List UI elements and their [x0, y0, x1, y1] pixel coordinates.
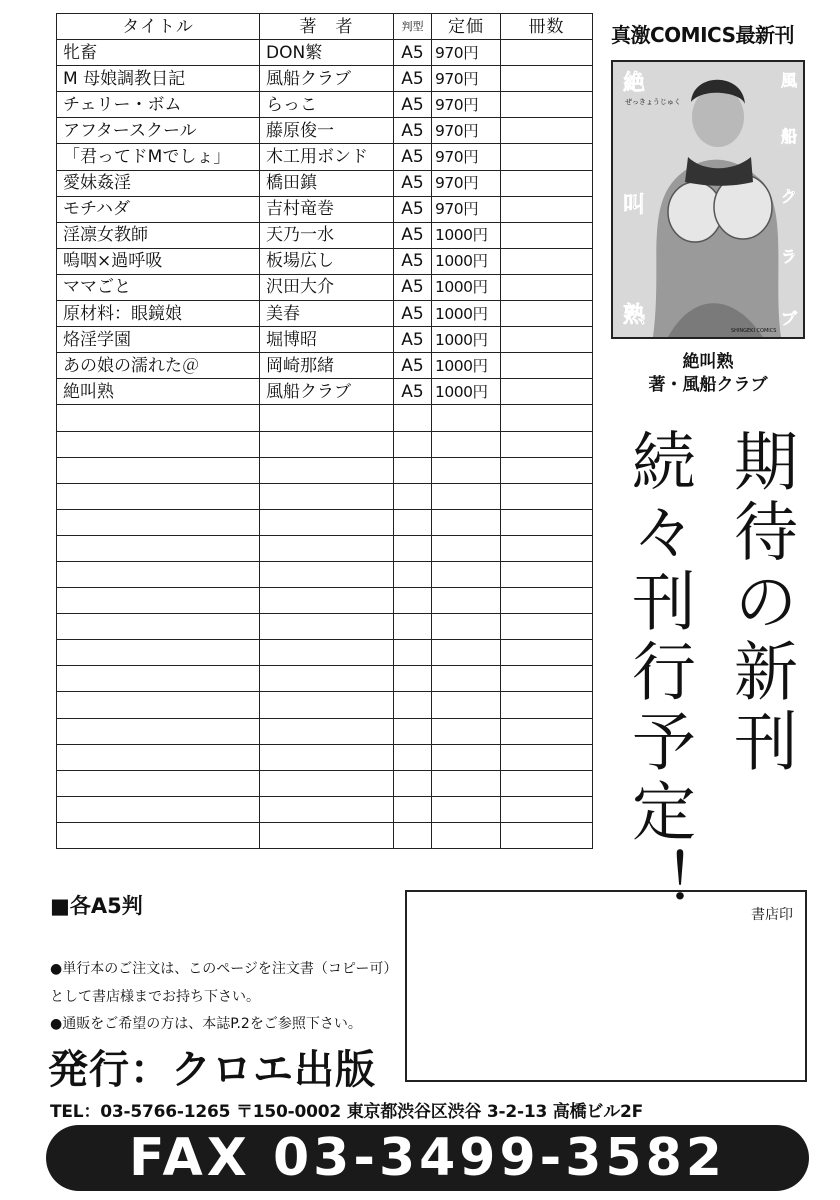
blank-quantity-cell[interactable] — [501, 822, 593, 848]
empty-order-row[interactable] — [57, 614, 593, 640]
blank-format-cell[interactable] — [394, 561, 432, 587]
blank-quantity-cell[interactable] — [501, 561, 593, 587]
cover-title-char-2: 叫 — [623, 192, 646, 218]
blank-title-cell[interactable] — [57, 483, 260, 509]
cover-image — [611, 60, 805, 339]
row-price: 1000円 — [432, 274, 501, 300]
blank-format-cell[interactable] — [394, 405, 432, 431]
empty-order-row[interactable] — [57, 431, 593, 457]
row-author: らっこ — [260, 92, 394, 118]
row-price: 970円 — [432, 40, 501, 66]
blank-author-cell[interactable] — [260, 718, 394, 744]
blank-price-cell[interactable] — [432, 614, 501, 640]
blank-format-cell[interactable] — [394, 535, 432, 561]
row-price: 1000円 — [432, 353, 501, 379]
blank-format-cell[interactable] — [394, 483, 432, 509]
blank-title-cell[interactable] — [57, 692, 260, 718]
cover-imprint: SHINGEKI COMICS — [731, 328, 777, 334]
row-format: A5 — [394, 274, 432, 300]
empty-order-row[interactable] — [57, 692, 593, 718]
blank-quantity-cell[interactable] — [501, 588, 593, 614]
row-quantity[interactable] — [501, 379, 593, 405]
header-author: 著 者 — [260, 14, 394, 40]
blank-quantity-cell[interactable] — [501, 457, 593, 483]
row-author: 風船クラブ — [260, 379, 394, 405]
row-title: あの娘の濡れた＠ — [57, 353, 260, 379]
cover-illustration — [613, 62, 803, 337]
blank-price-cell[interactable] — [432, 561, 501, 587]
row-quantity[interactable] — [501, 196, 593, 222]
empty-order-row[interactable] — [57, 666, 593, 692]
blank-format-cell[interactable] — [394, 457, 432, 483]
row-author: 岡崎那緒 — [260, 353, 394, 379]
blank-author-cell[interactable] — [260, 405, 394, 431]
blank-title-cell[interactable] — [57, 796, 260, 822]
blank-price-cell[interactable] — [432, 483, 501, 509]
empty-order-row[interactable] — [57, 822, 593, 848]
row-format: A5 — [394, 353, 432, 379]
row-price: 1000円 — [432, 248, 501, 274]
row-title: 嗚咽×過呼吸 — [57, 248, 260, 274]
blank-title-cell[interactable] — [57, 770, 260, 796]
empty-order-row[interactable] — [57, 457, 593, 483]
row-quantity[interactable] — [501, 170, 593, 196]
empty-order-row[interactable] — [57, 561, 593, 587]
row-author: 橋田鎮 — [260, 170, 394, 196]
row-author: 板場広し — [260, 248, 394, 274]
row-title: 愛妹姦淫 — [57, 170, 260, 196]
row-author: 風船クラブ — [260, 66, 394, 92]
row-quantity[interactable] — [501, 274, 593, 300]
table-row — [57, 118, 593, 144]
order-note-1: ●単行本のご注文は、このページを注文書（コピー可） — [50, 961, 398, 977]
row-quantity[interactable] — [501, 248, 593, 274]
blank-author-cell[interactable] — [260, 692, 394, 718]
cover-ruby: ぜっきょうじゅく — [625, 98, 681, 106]
cover-title-char-1: 絶 — [623, 70, 646, 96]
table-row — [57, 66, 593, 92]
header-quantity: 冊数 — [501, 14, 593, 40]
blank-format-cell[interactable] — [394, 588, 432, 614]
blank-quantity-cell[interactable] — [501, 431, 593, 457]
row-quantity[interactable] — [501, 40, 593, 66]
blank-quantity-cell[interactable] — [501, 614, 593, 640]
fax-banner — [46, 1125, 809, 1191]
row-title: 原材料：眼鏡娘 — [57, 301, 260, 327]
row-price: 1000円 — [432, 301, 501, 327]
featured-title: 絶叫熟 — [682, 352, 734, 372]
table-row — [57, 379, 593, 405]
row-format: A5 — [394, 301, 432, 327]
blank-format-cell[interactable] — [394, 614, 432, 640]
row-price: 970円 — [432, 144, 501, 170]
blank-quantity-cell[interactable] — [501, 744, 593, 770]
row-title: 烙淫学園 — [57, 327, 260, 353]
blank-format-cell[interactable] — [394, 796, 432, 822]
blank-title-cell[interactable] — [57, 431, 260, 457]
order-table-header — [57, 14, 593, 40]
row-author: 堀博昭 — [260, 327, 394, 353]
blank-author-cell[interactable] — [260, 796, 394, 822]
blank-price-cell[interactable] — [432, 535, 501, 561]
blank-format-cell[interactable] — [394, 770, 432, 796]
blank-price-cell[interactable] — [432, 457, 501, 483]
blank-quantity-cell[interactable] — [501, 692, 593, 718]
blank-price-cell[interactable] — [432, 796, 501, 822]
row-price: 1000円 — [432, 327, 501, 353]
header-format: 判型 — [394, 14, 432, 40]
blank-quantity-cell[interactable] — [501, 535, 593, 561]
blank-price-cell[interactable] — [432, 666, 501, 692]
row-title: モチハダ — [57, 196, 260, 222]
blank-format-cell[interactable] — [394, 666, 432, 692]
blank-title-cell[interactable] — [57, 744, 260, 770]
row-title: ママごと — [57, 274, 260, 300]
blank-author-cell[interactable] — [260, 614, 394, 640]
order-table-body — [57, 40, 593, 849]
row-quantity[interactable] — [501, 118, 593, 144]
blank-title-cell[interactable] — [57, 405, 260, 431]
row-quantity[interactable] — [501, 144, 593, 170]
header-price: 定価 — [432, 14, 501, 40]
blank-title-cell[interactable] — [57, 509, 260, 535]
row-title: チェリー・ボム — [57, 92, 260, 118]
row-price: 970円 — [432, 92, 501, 118]
size-label: ■各A5判 — [50, 894, 143, 918]
blank-title-cell[interactable] — [57, 640, 260, 666]
row-price: 970円 — [432, 170, 501, 196]
featured-author: 著・風船クラブ — [648, 375, 768, 395]
row-author: 藤原俊一 — [260, 118, 394, 144]
blank-title-cell[interactable] — [57, 535, 260, 561]
blank-author-cell[interactable] — [260, 640, 394, 666]
row-format: A5 — [394, 66, 432, 92]
blank-author-cell[interactable] — [260, 509, 394, 535]
blank-title-cell[interactable] — [57, 666, 260, 692]
row-author: 天乃一水 — [260, 222, 394, 248]
blank-title-cell[interactable] — [57, 822, 260, 848]
blank-quantity-cell[interactable] — [501, 483, 593, 509]
blank-price-cell[interactable] — [432, 718, 501, 744]
blank-title-cell[interactable] — [57, 457, 260, 483]
row-quantity[interactable] — [501, 353, 593, 379]
row-author: 吉村竜巻 — [260, 196, 394, 222]
empty-order-row[interactable] — [57, 405, 593, 431]
table-row — [57, 353, 593, 379]
blank-price-cell[interactable] — [432, 692, 501, 718]
row-format: A5 — [394, 92, 432, 118]
row-format: A5 — [394, 379, 432, 405]
blank-title-cell[interactable] — [57, 718, 260, 744]
empty-order-row[interactable] — [57, 796, 593, 822]
table-row — [57, 40, 593, 66]
blank-author-cell[interactable] — [260, 535, 394, 561]
order-table — [56, 13, 593, 849]
empty-order-row[interactable] — [57, 640, 593, 666]
blank-author-cell[interactable] — [260, 457, 394, 483]
blank-format-cell[interactable] — [394, 744, 432, 770]
blank-quantity-cell[interactable] — [501, 796, 593, 822]
empty-order-row[interactable] — [57, 509, 593, 535]
order-note-2: として書店様までお持ち下さい。 — [50, 989, 260, 1005]
blank-price-cell[interactable] — [432, 640, 501, 666]
publisher-address: TEL：03-5766-1265 〒150-0002 東京都渋谷区渋谷 3-2-13 高橋ビル2F — [50, 1102, 644, 1122]
blank-title-cell[interactable] — [57, 588, 260, 614]
stamp-label: 書店印 — [751, 907, 793, 923]
empty-order-row[interactable] — [57, 535, 593, 561]
row-format: A5 — [394, 327, 432, 353]
blank-format-cell[interactable] — [394, 431, 432, 457]
slogan-line-1: 期待の新刊 — [723, 428, 797, 778]
bookstore-stamp-box — [405, 890, 807, 1082]
row-title: M 母娘調教日記 — [57, 66, 260, 92]
cover-author-char-1: 風 — [781, 71, 798, 90]
blank-price-cell[interactable] — [432, 822, 501, 848]
row-price: 970円 — [432, 118, 501, 144]
row-price: 970円 — [432, 196, 501, 222]
row-price: 1000円 — [432, 379, 501, 405]
blank-quantity-cell[interactable] — [501, 666, 593, 692]
fax-number: FAX 03-3499-3582 — [129, 1128, 726, 1188]
row-format: A5 — [394, 196, 432, 222]
row-format: A5 — [394, 170, 432, 196]
slogan-line-2: 続々刊行予定！ — [621, 428, 695, 918]
blank-author-cell[interactable] — [260, 483, 394, 509]
row-title: 牝畜 — [57, 40, 260, 66]
row-author: 美春 — [260, 301, 394, 327]
row-title: 絶叫熟 — [57, 379, 260, 405]
blank-author-cell[interactable] — [260, 561, 394, 587]
blank-author-cell[interactable] — [260, 431, 394, 457]
row-quantity[interactable] — [501, 222, 593, 248]
blank-title-cell[interactable] — [57, 614, 260, 640]
order-note-3: ●通販をご希望の方は、本誌P.2をご参照下さい。 — [50, 1016, 362, 1032]
blank-price-cell[interactable] — [432, 405, 501, 431]
row-quantity[interactable] — [501, 66, 593, 92]
table-row — [57, 248, 593, 274]
blank-quantity-cell[interactable] — [501, 770, 593, 796]
cover-author-char-5: ブ — [781, 309, 798, 328]
header-title: タイトル — [57, 14, 260, 40]
blank-quantity-cell[interactable] — [501, 405, 593, 431]
row-format: A5 — [394, 144, 432, 170]
cover-title-char-3: 熟 — [623, 302, 646, 328]
blank-format-cell[interactable] — [394, 718, 432, 744]
empty-order-row[interactable] — [57, 483, 593, 509]
empty-order-row[interactable] — [57, 588, 593, 614]
table-row — [57, 144, 593, 170]
table-row — [57, 222, 593, 248]
publisher-name: 発行：クロエ出版 — [48, 1047, 376, 1093]
blank-author-cell[interactable] — [260, 822, 394, 848]
cover-author-char-2: 船 — [781, 127, 798, 146]
blank-format-cell[interactable] — [394, 640, 432, 666]
row-quantity[interactable] — [501, 301, 593, 327]
blank-price-cell[interactable] — [432, 588, 501, 614]
row-format: A5 — [394, 118, 432, 144]
blank-price-cell[interactable] — [432, 770, 501, 796]
cover-author-char-4: ラ — [781, 247, 798, 266]
empty-order-row[interactable] — [57, 770, 593, 796]
row-author: 木工用ボンド — [260, 144, 394, 170]
row-format: A5 — [394, 222, 432, 248]
table-row — [57, 196, 593, 222]
row-quantity[interactable] — [501, 327, 593, 353]
row-price: 970円 — [432, 66, 501, 92]
featured-header: 真激COMICS最新刊 — [611, 23, 794, 47]
blank-price-cell[interactable] — [432, 431, 501, 457]
blank-price-cell[interactable] — [432, 509, 501, 535]
blank-quantity-cell[interactable] — [501, 640, 593, 666]
row-author: 沢田大介 — [260, 274, 394, 300]
blank-quantity-cell[interactable] — [501, 509, 593, 535]
table-row — [57, 327, 593, 353]
table-row — [57, 274, 593, 300]
row-title: アフタースクール — [57, 118, 260, 144]
blank-author-cell[interactable] — [260, 588, 394, 614]
blank-author-cell[interactable] — [260, 666, 394, 692]
row-title: 淫凛女教師 — [57, 222, 260, 248]
row-title: 「君ってドMでしょ」 — [57, 144, 260, 170]
blank-author-cell[interactable] — [260, 770, 394, 796]
table-row — [57, 170, 593, 196]
row-author: DON繁 — [260, 40, 394, 66]
blank-format-cell[interactable] — [394, 822, 432, 848]
table-row — [57, 301, 593, 327]
cover-author-char-3: ク — [781, 187, 798, 206]
row-format: A5 — [394, 40, 432, 66]
table-row — [57, 92, 593, 118]
row-quantity[interactable] — [501, 92, 593, 118]
blank-format-cell[interactable] — [394, 509, 432, 535]
row-format: A5 — [394, 248, 432, 274]
blank-title-cell[interactable] — [57, 561, 260, 587]
empty-order-row[interactable] — [57, 718, 593, 744]
blank-quantity-cell[interactable] — [501, 718, 593, 744]
blank-price-cell[interactable] — [432, 744, 501, 770]
blank-author-cell[interactable] — [260, 744, 394, 770]
blank-format-cell[interactable] — [394, 692, 432, 718]
empty-order-row[interactable] — [57, 744, 593, 770]
row-price: 1000円 — [432, 222, 501, 248]
